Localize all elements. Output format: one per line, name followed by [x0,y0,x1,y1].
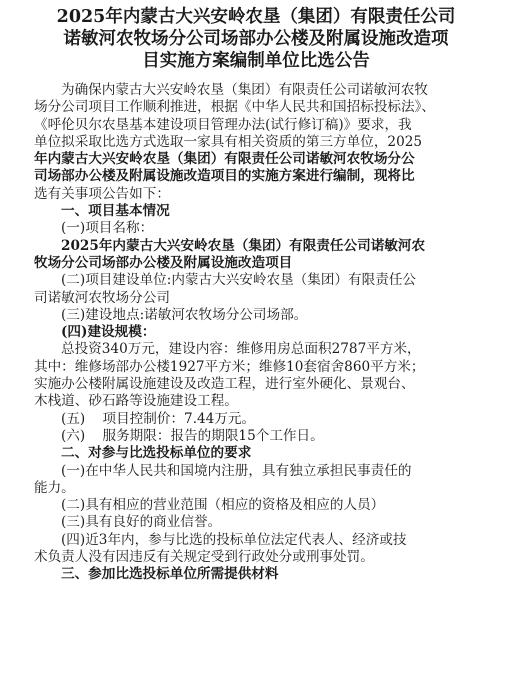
text-line: 司场部办公楼及附属设施改造项目的实施方案进行编制，现将比 [34,168,415,185]
intro-paragraph [34,82,478,203]
project-unit-line: 司诺敏河农牧场分公司 [34,289,170,306]
title-line: 2025年内蒙古大兴安岭农垦（集团）有限责任公司 [56,7,456,27]
project-scale-line: 其中：维修场部办公楼1927平方米；维修10套宿舍860平方米； [34,358,425,375]
section-heading: 一、项目基本情况 [61,203,170,220]
project-service-period: (六) 服务期限：报告的期限15个工作日。 [61,427,324,444]
project-scale-label: (四)建设规模： [61,324,156,341]
text-line: 为确保内蒙古大兴安岭农垦（集团）有限责任公司诺敏河农牧 [61,82,429,98]
requirement-line: 术负责人没有因违反有关规定受到行政处分或刑事处罚。 [34,549,374,566]
project-name-line: 2025年内蒙古大兴安岭农垦（集团）有限责任公司诺敏河农 [61,237,426,254]
project-control-price: (五) 项目控制价：7.44万元。 [61,410,256,427]
project-location: (三)建设地点:诺敏河农牧场分公司场部。 [61,306,308,323]
section-3 [34,566,478,583]
project-scale-line: 实施办公楼附属设施建设及改造工程，进行室外硬化、景观台、 [34,376,415,393]
section-heading: 三、参加比选投标单位所需提供材料 [61,566,279,583]
requirement-line: (一)在中华人民共和国境内注册，具有独立承担民事责任的 [61,462,412,479]
requirement-line: (三)具有良好的商业信誉。 [61,514,222,531]
text-line: 单位拟采取比选方式选取一家具有相关资质的第三方单位，2025 [34,133,423,150]
project-name-label: (一)项目名称： [61,220,154,237]
requirement-line: (四)近3年内，参与比选的投标单位法定代表人、经济或技 [61,531,407,548]
text-line: 《呼伦贝尔农垦基本建设项目管理办法(试行修订稿)》要求，我 [34,116,412,133]
title-line: 目实施方案编制单位比选公告 [142,51,370,71]
requirement-line: (二)具有相应的营业范围（相应的资格及相应的人员） [61,497,385,514]
section-2 [34,445,478,566]
project-name-line: 牧场分公司场部办公楼及附属设施改造项目 [34,254,293,271]
title-line: 诺敏河农牧场分公司场部办公楼及附属设施改造项 [63,29,449,49]
section-heading: 二、对参与比选投标单位的要求 [61,445,252,462]
text-line: 场分公司项目工作顺利推进，根据《中华人民共和国招标投标法》、 [34,99,436,116]
document-title [34,6,478,72]
text-line: 选有关事项公告如下： [34,185,170,202]
project-unit-line: (二)项目建设单位:内蒙古大兴安岭农垦（集团）有限责任公 [61,272,417,289]
section-1 [34,203,478,445]
project-scale-line: 总投资340万元，建设内容：维修用房总面积2787平方米， [61,341,421,358]
text-line: 年内蒙古大兴安岭农垦（集团）有限责任公司诺敏河农牧场分公 [34,151,415,168]
project-scale-line: 木栈道、砂石路等设施建设工程。 [34,393,238,410]
requirement-line: 能力。 [34,479,75,496]
